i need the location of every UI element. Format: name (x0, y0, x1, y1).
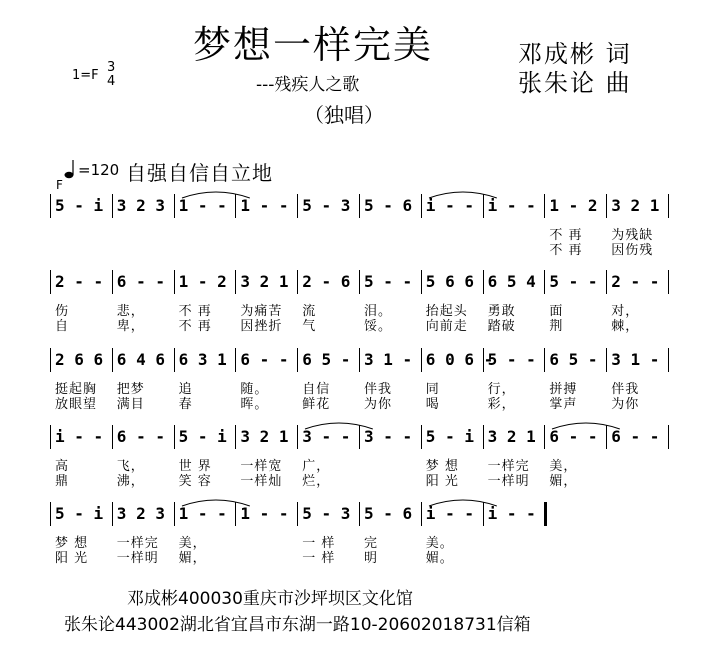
lyric-verse-2: 馁。 (364, 319, 393, 334)
lyric-verse-1: 伴我 (364, 382, 393, 397)
lyric-verse-2: 鼎 (55, 474, 70, 489)
lyric-verse-1: 一样完 (487, 459, 530, 474)
barline (235, 348, 236, 372)
barline (174, 425, 175, 449)
lyric-verse-2: 鲜花 (302, 397, 331, 412)
lyric-verse-1: 美， (178, 536, 207, 551)
measure-notes: 1 - 2 (178, 272, 227, 291)
lyric-verse-2: 掌声 (549, 397, 578, 412)
measure-notes: 3 - - (302, 427, 351, 446)
measure-notes: 6 - - (240, 350, 289, 369)
lyric-verse-2: 放眼望 (55, 397, 98, 412)
meter-numerator: 3 (107, 60, 116, 75)
lyric-verse-2: 一样明 (487, 474, 530, 489)
barline (359, 348, 360, 372)
barline (606, 194, 607, 218)
measure-notes: 1 - - (178, 504, 227, 523)
lyric-verse-1: 美。 (425, 536, 454, 551)
lyric-verse-2: 春 (178, 397, 193, 412)
lyric-verse-2: 一样明 (116, 551, 159, 566)
measure-notes: 1 - - (178, 196, 227, 215)
lyric-verse-1: 不 再 (549, 228, 583, 243)
barline (297, 348, 298, 372)
lyric-verse-1: 随。 (240, 382, 269, 397)
lyric-verse-1: 伴我 (611, 382, 640, 397)
lyric-verse-1: 对， (611, 304, 640, 319)
quarter-note-icon (64, 158, 78, 180)
measure-notes: 3 1 - (611, 350, 660, 369)
lyric-verse-2: 沸， (116, 474, 145, 489)
measure-notes: 3 1 - (364, 350, 413, 369)
lyric-verse-2: 明 (364, 551, 379, 566)
lyric-verse-2: 向前走 (425, 319, 468, 334)
measure-notes: 6 3 1 (178, 350, 227, 369)
measure-notes: 3 2 1 (611, 196, 660, 215)
barline (50, 348, 51, 372)
measure-notes: 1 - 2 (549, 196, 598, 215)
lyric-verse-2: 因挫折 (240, 319, 283, 334)
lyric-verse-2: 烂， (302, 474, 331, 489)
lyric-verse-2: 踏破 (487, 319, 516, 334)
measure-notes: 6 4 6 (116, 350, 165, 369)
tempo-expression: 自强自信自立地 (126, 161, 273, 185)
barline (359, 194, 360, 218)
measure-notes: 5 - 3 (302, 504, 351, 523)
barline (112, 348, 113, 372)
key-signature: 1=F (72, 68, 99, 83)
barline (359, 270, 360, 294)
lyric-verse-1: 面 (549, 304, 564, 319)
measure-notes: 2 6 6 (55, 350, 104, 369)
barline (483, 270, 484, 294)
meter-denominator: 4 (107, 74, 116, 89)
lyric-verse-2: 媚， (549, 474, 578, 489)
measure-notes: 6 - - (611, 427, 660, 446)
lyric-verse-2: 因伤残 (611, 243, 654, 258)
lyric-verse-2: 媚。 (425, 551, 454, 566)
song-title: 梦想一样完美 (193, 23, 434, 67)
tie-arc (303, 420, 375, 430)
dynamic-mark: F (56, 178, 63, 192)
lyric-verse-1: 追 (178, 382, 193, 397)
lyric-verse-1: 勇敢 (487, 304, 516, 319)
lyric-verse-1: 梦 想 (425, 459, 459, 474)
barline (421, 270, 422, 294)
barline (50, 194, 51, 218)
measure-notes: 6 - - (116, 427, 165, 446)
lyric-verse-2: 满目 (116, 397, 145, 412)
barline (50, 502, 51, 526)
measure-notes: 6 0 6 - (425, 350, 494, 369)
measure-notes: 3 2 3 (116, 504, 165, 523)
barline (668, 194, 669, 218)
lyric-verse-1: 抬起头 (425, 304, 468, 319)
measure-notes: 2 - 6 (302, 272, 351, 291)
lyric-verse-1: 自信 (302, 382, 331, 397)
barline (235, 425, 236, 449)
barline (359, 502, 360, 526)
barline (668, 348, 669, 372)
measure-notes: 6 5 - (302, 350, 351, 369)
measure-notes: i - - (55, 427, 104, 446)
lyric-verse-2: 彩， (487, 397, 516, 412)
measure-notes: 3 2 1 (487, 427, 536, 446)
barline (421, 502, 422, 526)
lyric-verse-1: 完 (364, 536, 379, 551)
measure-notes: 5 - i (178, 427, 227, 446)
barline (112, 502, 113, 526)
measure-notes: 1 - - (240, 196, 289, 215)
lyric-verse-2: 笑 容 (178, 474, 212, 489)
measure-notes: 5 - 3 (302, 196, 351, 215)
composer-credit: 张朱论 曲 (518, 69, 632, 97)
barline (297, 425, 298, 449)
lyric-verse-2: 为你 (364, 397, 393, 412)
measure-notes: i - - (425, 196, 474, 215)
lyric-verse-2: 荆 (549, 319, 564, 334)
barline (668, 270, 669, 294)
measure-notes: 5 - 6 (364, 196, 413, 215)
barline (235, 270, 236, 294)
lyric-verse-1: 流 (302, 304, 317, 319)
address-line-2: 张朱论443002湖北省宜昌市东湖一路10-20602018731信箱 (64, 615, 531, 635)
measure-notes: i - - (487, 196, 536, 215)
barline (174, 270, 175, 294)
tie-arc (427, 497, 499, 507)
lyric-verse-2: 媚， (178, 551, 207, 566)
tie-arc (550, 420, 622, 430)
tie-arc (180, 189, 252, 199)
lyric-verse-1: 一样完 (116, 536, 159, 551)
lyric-verse-1: 一 样 (302, 536, 336, 551)
measure-notes: 5 - 6 (364, 504, 413, 523)
lyric-verse-1: 拼搏 (549, 382, 578, 397)
barline (174, 348, 175, 372)
lyric-verse-2: 为你 (611, 397, 640, 412)
measure-notes: 5 - i (55, 504, 104, 523)
lyric-verse-2: 不 再 (178, 319, 212, 334)
tie-arc (427, 189, 499, 199)
lyric-verse-1: 行， (487, 382, 516, 397)
barline (668, 425, 669, 449)
lyric-verse-1: 飞， (116, 459, 145, 474)
lyric-verse-1: 伤 (55, 304, 70, 319)
barline (606, 348, 607, 372)
measure-notes: 3 - - (364, 427, 413, 446)
lyric-verse-2: 一 样 (302, 551, 336, 566)
barline (297, 194, 298, 218)
barline (544, 425, 545, 449)
lyric-verse-1: 梦 想 (55, 536, 89, 551)
barline (483, 425, 484, 449)
lyric-verse-1: 世 界 (178, 459, 212, 474)
measure-notes: 5 - - (549, 272, 598, 291)
lyric-verse-2: 气 (302, 319, 317, 334)
song-subtitle: ---残疾人之歌 (256, 75, 360, 95)
measure-notes: i - - (487, 504, 536, 523)
lyric-verse-1: 广， (302, 459, 331, 474)
barline (112, 270, 113, 294)
lyric-verse-2: 不 再 (549, 243, 583, 258)
barline (50, 425, 51, 449)
barline (112, 425, 113, 449)
barline (297, 502, 298, 526)
measure-notes: 5 - i (55, 196, 104, 215)
measure-notes: i - - (425, 504, 474, 523)
lyricist-credit: 邓成彬 词 (518, 40, 632, 68)
barline (174, 194, 175, 218)
lyric-verse-2: 棘， (611, 319, 640, 334)
barline (544, 502, 547, 526)
lyric-verse-2: 卑， (116, 319, 145, 334)
measure-notes: 2 - - (55, 272, 104, 291)
lyric-verse-1: 不 再 (178, 304, 212, 319)
lyric-verse-2: 晖。 (240, 397, 269, 412)
barline (112, 194, 113, 218)
lyric-verse-1: 悲， (116, 304, 145, 319)
measure-notes: 5 - i (425, 427, 474, 446)
barline (544, 194, 545, 218)
lyric-verse-1: 美， (549, 459, 578, 474)
barline (606, 270, 607, 294)
lyric-verse-1: 把梦 (116, 382, 145, 397)
measure-notes: 5 - - (487, 350, 536, 369)
measure-notes: 6 5 - (549, 350, 598, 369)
measure-notes: 6 5 4 (487, 272, 536, 291)
tie-arc (180, 497, 252, 507)
time-signature (107, 61, 115, 89)
barline (297, 270, 298, 294)
lyric-verse-1: 高 (55, 459, 70, 474)
lyric-verse-2: 喝 (425, 397, 440, 412)
measure-notes: 3 2 1 (240, 427, 289, 446)
lyric-verse-1: 挺起胸 (55, 382, 98, 397)
performance-type: （独唱） (304, 103, 384, 127)
lyric-verse-1: 为残缺 (611, 228, 654, 243)
address-line-1: 邓成彬400030重庆市沙坪坝区文化馆 (127, 589, 413, 609)
measure-notes: 6 - - (116, 272, 165, 291)
barline (421, 194, 422, 218)
measure-notes: 2 - - (611, 272, 660, 291)
measure-notes: 6 - - (549, 427, 598, 446)
tempo-marking: =120 (78, 161, 120, 179)
measure-notes: 3 2 1 (240, 272, 289, 291)
measure-notes: 5 6 6 (425, 272, 474, 291)
lyric-verse-2: 阳 光 (55, 551, 89, 566)
barline (174, 502, 175, 526)
barline (421, 348, 422, 372)
measure-notes: 1 - - (240, 504, 289, 523)
barline (50, 270, 51, 294)
lyric-verse-2: 阳 光 (425, 474, 459, 489)
barline (421, 425, 422, 449)
measure-notes: 3 2 3 (116, 196, 165, 215)
lyric-verse-1: 泪。 (364, 304, 393, 319)
lyric-verse-2: 一样灿 (240, 474, 283, 489)
lyric-verse-1: 为痛苦 (240, 304, 283, 319)
barline (544, 348, 545, 372)
lyric-verse-1: 同 (425, 382, 440, 397)
barline (544, 270, 545, 294)
lyric-verse-2: 自 (55, 319, 70, 334)
measure-notes: 5 - - (364, 272, 413, 291)
lyric-verse-1: 一样宽 (240, 459, 283, 474)
